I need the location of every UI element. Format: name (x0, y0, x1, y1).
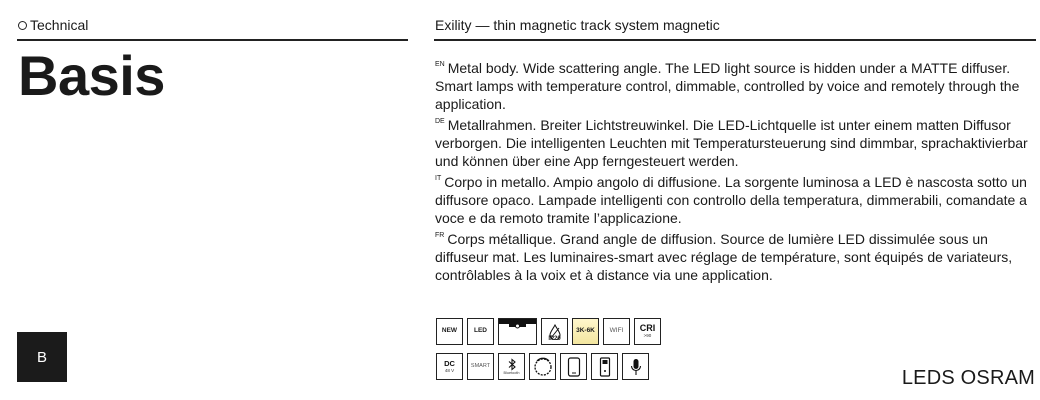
wifi-icon: WIFI (603, 318, 630, 345)
microphone-icon (630, 357, 642, 377)
smart-icon: SMART (467, 353, 494, 380)
color-temperature-icon: 3K-6K (572, 318, 599, 345)
product-description (435, 56, 1038, 284)
remote-control-icon (591, 353, 618, 380)
description-it: $^{IT}$ Corpo in metallo. Ampio angolo di diffusione. La sorgente luminosa a LED è nascosta sotto un diffusore opaco. Lampade intelligenti con controllo della temperatura, dimmerabili, comandate a voce e da remoto tramite l’applicazione. (435, 174, 1027, 226)
product-title: Basis (18, 44, 165, 107)
section-label-text: Technical (30, 17, 89, 33)
feature-icons (436, 318, 661, 388)
bluetooth-icon: Bluetooth (498, 353, 525, 380)
circle-icon (18, 21, 27, 30)
product-series-subtitle: Exility — thin magnetic track system magnetic (435, 17, 720, 33)
led-icon: LED (467, 318, 494, 345)
bluetooth-symbol-icon (507, 358, 517, 371)
feature-icons-row-1 (436, 318, 661, 345)
track-lamp-graphic (499, 319, 536, 344)
remote-graphic-icon (599, 357, 611, 377)
section-label (18, 17, 88, 33)
phone-graphic-icon (567, 357, 581, 377)
divider-left (17, 39, 408, 41)
smartphone-icon (560, 353, 587, 380)
cri-icon: CRI >90 (634, 318, 661, 345)
category-badge: B (17, 332, 67, 382)
ip-rating-icon: IP20 (541, 318, 568, 345)
brand-label: LEDS OSRAM (901, 367, 1035, 389)
voice-control-icon (622, 353, 649, 380)
description-en: $^{EN}$ Metal body. Wide scattering angle. The LED light source is hidden under a MATTE diffuser. Smart lamps with temperature control, dimmable, controlled by voice and remotely through the application. (435, 60, 1020, 112)
description-fr: $^{FR}$ Corps métallique. Grand angle de diffusion. Source de lumière LED dissimulée sous un diffuseur mat. Les luminaires-smart avec réglage de température, sont équipés de variateurs, contrôlables à la voix et à distance via une application. (435, 231, 1013, 283)
dimmable-icon (529, 353, 556, 380)
divider-right (434, 39, 1036, 41)
dc-voltage-icon: DC 48 V (436, 353, 463, 380)
dimmer-ring-icon (532, 356, 554, 378)
description-de: $^{DE}$ Metallrahmen. Breiter Lichtstreuwinkel. Die LED-Lichtquelle ist unter einem matten Diffusor verborgen. Die intelligenten Leuchten mit Temperatursteuerung sind dimmbar, sprachaktivierbar und können über eine App ferngesteuert werden. (435, 117, 1028, 169)
feature-icons-row-2 (436, 353, 661, 380)
track-lamp-icon (498, 318, 537, 345)
new-icon: NEW (436, 318, 463, 345)
